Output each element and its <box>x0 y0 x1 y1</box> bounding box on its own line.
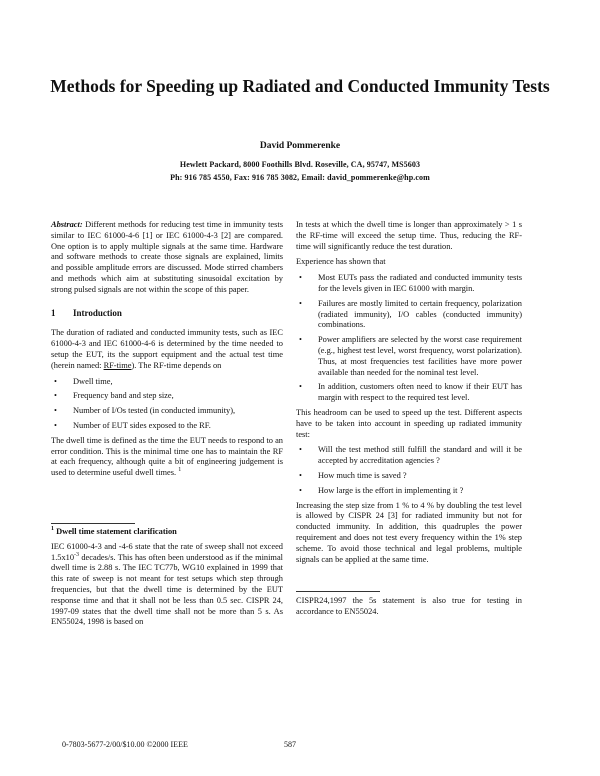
list-item <box>51 377 283 388</box>
rf-time-term: RF-time <box>103 360 132 370</box>
setup-time-paragraph: In tests at which the dwell time is longer than approximately > 1 s the RF-time will exceed the setup time. Thus, reducing the RF-time will significantly reduce the test duration. <box>296 220 522 251</box>
section-title: Introduction <box>73 307 122 318</box>
abstract <box>51 220 283 296</box>
footnote-text-b: decades/s. This has often been understood as if the minimal dwell time is 2.88 s. The IEC TC77b, WG10 explained in 1999 that this rate of sweep is not meant for test setups which step through frequencies, but that the dwell time is determined by the EUT response time and that it shall not be less than 0.5 sec. CISPR 24, 1997-09 states that the dwell time shall not be more than 5 s. As EN55024, 1998 is based on <box>51 552 283 627</box>
footnote-text <box>51 542 283 628</box>
list-item-text: Number of I/Os tested (in conducted immunity), <box>73 406 236 416</box>
bullet-icon: • <box>299 470 302 480</box>
footnote-heading <box>51 527 283 538</box>
list-item-text: How much time is saved ? <box>318 470 407 480</box>
bullet-icon: • <box>299 298 302 308</box>
footnote-divider <box>51 523 135 524</box>
bullet-icon: • <box>54 420 57 430</box>
paper-title: Methods for Speeding up Radiated and Conducted Immunity Tests <box>50 76 550 96</box>
intro-text-end: ). The RF-time depends on <box>131 360 222 370</box>
bullet-icon: • <box>299 485 302 495</box>
list-item <box>296 382 522 404</box>
questions-list <box>296 445 522 496</box>
bullet-icon: • <box>299 273 302 283</box>
list-item-text: Frequency band and step size, <box>73 391 174 401</box>
list-item <box>296 273 522 295</box>
list-item-text: How large is the effort in implementing it ? <box>318 485 464 495</box>
list-item-text: Dwell time, <box>73 376 113 386</box>
bullet-icon: • <box>299 382 302 392</box>
bullet-icon: • <box>54 406 57 416</box>
rf-time-factors-list <box>51 377 283 432</box>
bullet-icon: • <box>54 376 57 386</box>
list-item <box>296 471 522 482</box>
intro-text: The duration of radiated and conducted immunity tests, such as IEC 61000-4-3 and IEC 61000-4-6 is determined by the time needed to setup the EUT, its the support equipment and the actual test time (herein named: <box>51 328 283 370</box>
list-item-text: In addition, customers often need to know if their EUT has margin with respect to the required test level. <box>318 382 522 403</box>
footnote-exponent: -3 <box>74 551 80 558</box>
footnote-text-a: IEC 61000-4-3 and -4-6 state that the rate of sweep shall not exceed 1.5x10 <box>51 541 283 562</box>
copyright-line: 0-7803-5677-2/00/$10.00 ©2000 IEEE <box>62 740 188 749</box>
dwell-time-text: The dwell time is defined as the time the EUT needs to respond to an error condition. This is the minimal time one has to maintain the RF at each frequency, although quite a bit of engineering judgement is used to determine useful dwell times. <box>51 435 283 478</box>
footnote-continuation: CISPR24,1997 the 5s statement is also true for testing in accordance to EN55024. <box>296 596 522 617</box>
list-item <box>51 406 283 417</box>
bullet-icon: • <box>299 445 302 455</box>
section-number: 1 <box>51 307 56 318</box>
left-column <box>51 220 283 633</box>
author-affiliation: Hewlett Packard, 8000 Foothills Blvd. Roseville, CA, 95747, MS5603 <box>179 160 421 169</box>
bullet-icon: • <box>299 335 302 345</box>
dwell-time-paragraph <box>51 436 283 479</box>
author-contact: Ph: 916 785 4550, Fax: 916 785 3082, Email: david_pommerenke@hp.com <box>170 173 430 182</box>
footnote-heading-text: Dwell time statement clarification <box>56 526 177 536</box>
list-item <box>296 445 522 467</box>
list-item <box>296 335 522 378</box>
page-number: 587 <box>284 740 296 749</box>
list-item-text: Will the test method still fulfill the standard and will it be accepted by accreditation agencies ? <box>318 445 522 466</box>
footnote-divider-right <box>296 591 380 592</box>
headroom-paragraph: This headroom can be used to speed up the test. Different aspects have to be taken into account in speeding up radiated immunity test: <box>296 407 522 439</box>
experience-list <box>296 273 522 404</box>
abstract-label: Abstract: <box>51 220 83 229</box>
section-heading <box>51 308 283 319</box>
intro-paragraph <box>51 328 283 371</box>
list-item-text: Power amplifiers are selected by the worst case requirement (e.g., highest test level, worst frequency, worst polarization). Thus, at most frequencies test facilities have more power available than needed for the nominal test level. <box>318 335 522 377</box>
list-item-text: Most EUTs pass the radiated and conducted immunity tests for the levels given in IEC 61000 with margin. <box>318 273 522 293</box>
list-item <box>51 421 283 432</box>
list-item <box>296 299 522 331</box>
abstract-text: Different methods for reducing test time in immunity tests similar to IEC 61000-4-6 [1] or IEC 61000-4-3 [2] are compared. One option is to apply multiple signals at the same time. Hardware and software methods to create those signals are explained, limits and possible amplitude errors are discussed. Mode stirred chambers and methods which aim at substituting sinusoidal excitation by strong pulsed signals are not within the scope of this paper. <box>51 220 283 294</box>
footnote-marker[interactable]: 1 <box>178 467 182 474</box>
footnote-mark: 1 <box>51 526 54 533</box>
list-item-text: Failures are mostly limited to certain frequency, polarization (radiated immunity), I/O cables (conducted immunity) combinations. <box>318 298 522 330</box>
right-column <box>296 220 522 623</box>
experience-lead: Experience has shown that <box>296 257 386 267</box>
list-item <box>296 486 522 497</box>
bullet-icon: • <box>54 391 57 401</box>
list-item <box>51 391 283 402</box>
list-item-text: Number of EUT sides exposed to the RF. <box>73 420 211 430</box>
step-size-paragraph: Increasing the step size from 1 % to 4 % by doubling the test level is allowed by CISPR 24 [3] for radiated immunity but not for conducted immunity. In addition, this quadruples the power requirement and does not test every frequency within the 1% step scheme. To avoid those technical and legal problems, multiple signals can be applied at the same time. <box>296 500 522 564</box>
author-name: David Pommerenke <box>259 141 341 151</box>
